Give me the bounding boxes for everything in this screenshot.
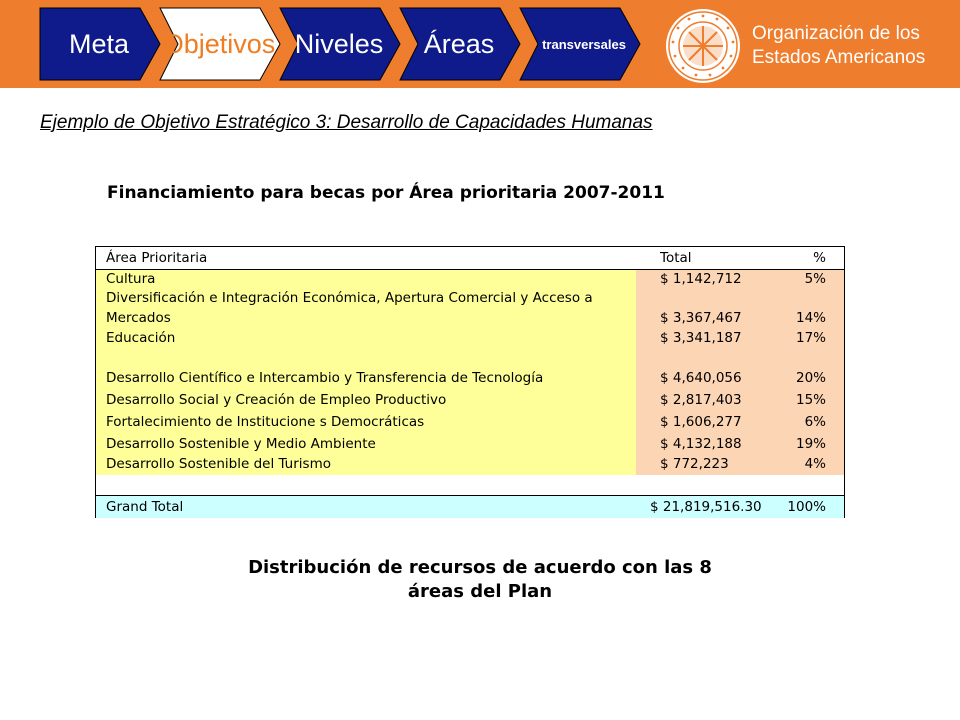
table-row [96, 349, 844, 389]
header-band [0, 0, 960, 88]
slide-subtitle: Ejemplo de Objetivo Estratégico 3: Desarrollo de Capacidades Humanas [40, 112, 653, 133]
row-pct: 5% [776, 270, 844, 290]
header-cell-pct: % [776, 247, 844, 269]
header-cell-area: Área Prioritaria [96, 247, 636, 269]
table-row [96, 433, 844, 455]
row-area: Fortalecimiento de Institucione s Democráticas [96, 411, 636, 433]
table-title: Financiamiento para becas por Área prioritaria 2007-2011 [107, 183, 665, 203]
row-pct: 4% [776, 455, 844, 475]
header-cell-total: Total [636, 247, 776, 269]
caption-line1: Distribución de recursos de acuerdo con las 8 [248, 557, 712, 578]
table-header-row [96, 247, 844, 269]
row-pct: 6% [776, 411, 844, 433]
table-row [96, 269, 844, 290]
grand-total-value: $ 21,819,516.30 [636, 496, 776, 518]
table-row [96, 389, 844, 411]
slide-caption [160, 556, 800, 604]
financing-table [95, 246, 845, 518]
row-total: $ 772,223 [636, 455, 776, 475]
row-area: Educación [96, 329, 636, 349]
table-row [96, 411, 844, 433]
nav-tab-meta[interactable]: Meta [68, 28, 130, 59]
grand-total-pct: 100% [776, 496, 844, 518]
grand-total-row [96, 495, 844, 518]
row-pct: 15% [776, 389, 844, 411]
row-total: $ 3,367,467 [636, 289, 776, 329]
table-spacer-row [96, 475, 844, 495]
row-area: Desarrollo Sostenible y Medio Ambiente [96, 433, 636, 455]
row-pct: 19% [776, 433, 844, 455]
row-total: $ 3,341,187 [636, 329, 776, 349]
row-area: Desarrollo Social y Creación de Empleo Productivo [96, 389, 636, 411]
oas-seal-logo [665, 8, 741, 84]
row-area: Diversificación e Integración Económica, Apertura Comercial y Acceso a Mercados [96, 289, 636, 329]
row-total: $ 2,817,403 [636, 389, 776, 411]
table-row [96, 329, 844, 349]
nav-tab-areas[interactable]: Áreas [423, 28, 495, 59]
organization-name [752, 22, 957, 70]
org-name-line2: Estados Americanos [752, 47, 926, 68]
row-area: Desarrollo Científico e Intercambio y Transferencia de Tecnología [96, 349, 636, 389]
nav-tab-niveles[interactable]: Niveles [294, 28, 384, 59]
row-pct: 14% [776, 289, 844, 329]
row-area: Cultura [96, 270, 636, 290]
row-pct: 17% [776, 329, 844, 349]
row-pct: 20% [776, 349, 844, 389]
org-name-line1: Organización de los [752, 23, 920, 44]
row-total: $ 1,142,712 [636, 270, 776, 290]
spacer-cell [96, 475, 844, 495]
nav-tab-transversales[interactable]: transversales [542, 36, 626, 52]
row-total: $ 4,132,188 [636, 433, 776, 455]
grand-total-label: Grand Total [96, 496, 636, 518]
row-total: $ 4,640,056 [636, 349, 776, 389]
nav-tab-objetivos[interactable]: Objetivos [162, 28, 276, 59]
table-row [96, 289, 844, 329]
table-row [96, 455, 844, 475]
caption-line2: áreas del Plan [407, 581, 553, 602]
row-total: $ 1,606,277 [636, 411, 776, 433]
row-area: Desarrollo Sostenible del Turismo [96, 455, 636, 475]
